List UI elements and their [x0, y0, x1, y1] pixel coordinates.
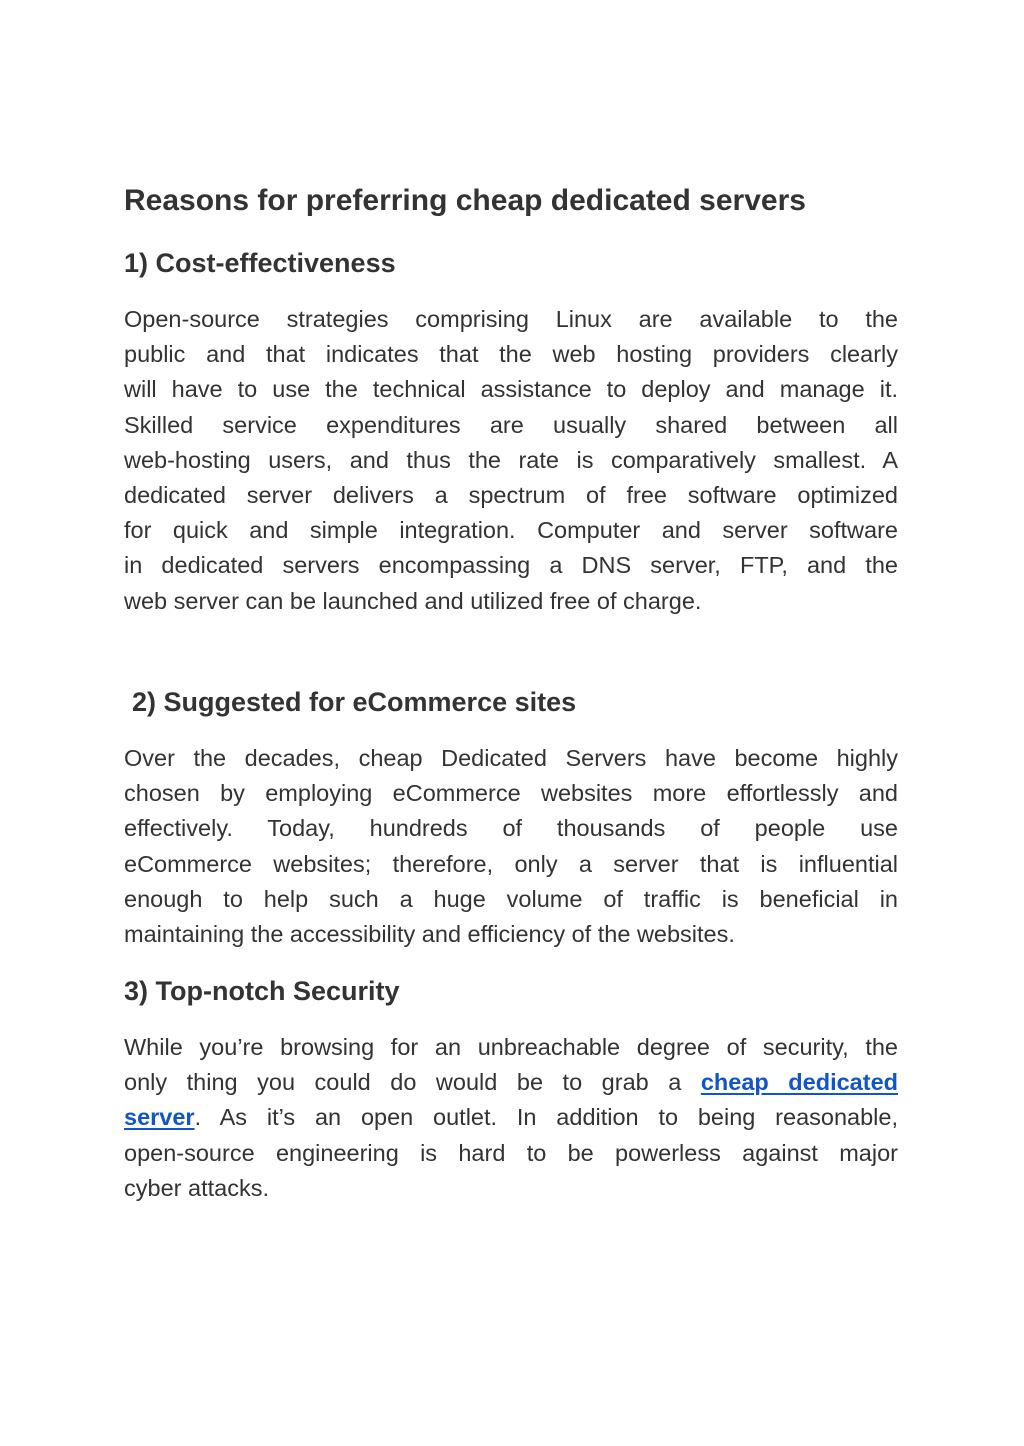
document-title: Reasons for preferring cheap dedicated servers [124, 184, 806, 217]
paragraph-line: maintaining the accessibility and efficiency of the websites. [124, 921, 735, 948]
paragraph-line: Over the decades, cheap Dedicated Servers have become highly [124, 745, 898, 771]
paragraph-line: enough to help such a huge volume of traffic is beneficial in [124, 885, 898, 912]
paragraph-line: for quick and simple integration. Computer and server software [124, 517, 898, 544]
cheap-dedicated-server-link-continued[interactable]: server [124, 1104, 195, 1131]
paragraph-line: open-source engineering is hard to be powerless against major [124, 1139, 898, 1166]
paragraph-text: . As it’s an open outlet. In addition to being reasonable, [194, 1104, 898, 1131]
paragraph-text: only thing you could do would be to grab a [124, 1069, 701, 1096]
paragraph-line: effectively. Today, hundreds of thousands of people use [124, 815, 898, 842]
paragraph-line: Open-source strategies comprising Linux are available to the [124, 306, 898, 332]
section-heading-security: 3) Top-notch Security [124, 976, 400, 1006]
paragraph-line: will have to use the technical assistance to deploy and manage it. [124, 376, 898, 403]
section-paragraph-cost-effectiveness [124, 302, 898, 619]
section-heading-cost-effectiveness: 1) Cost-effectiveness [124, 248, 396, 278]
paragraph-line: eCommerce websites; therefore, only a server that is influential [124, 850, 898, 877]
paragraph-line [124, 1065, 898, 1100]
paragraph-line: web-hosting users, and thus the rate is comparatively smallest. A [124, 446, 898, 473]
cheap-dedicated-server-link[interactable]: cheap dedicated [700, 1069, 898, 1096]
section-heading-ecommerce: 2) Suggested for eCommerce sites [132, 687, 577, 717]
paragraph-line: While you’re browsing for an unbreachable degree of security, the [124, 1034, 898, 1060]
paragraph-line: cyber attacks. [124, 1174, 269, 1201]
section-paragraph-security [124, 1030, 898, 1206]
paragraph-line: Skilled service expenditures are usually shared between all [124, 411, 898, 438]
section-paragraph-ecommerce [124, 741, 898, 952]
paragraph-line [124, 1100, 898, 1135]
paragraph-line: in dedicated servers encompassing a DNS server, FTP, and the [124, 552, 898, 579]
paragraph-line: dedicated server delivers a spectrum of free software optimized [124, 482, 898, 509]
paragraph-line: web server can be launched and utilized free of charge. [124, 587, 702, 614]
paragraph-line: public and that indicates that the web hosting providers clearly [124, 341, 898, 368]
paragraph-line: chosen by employing eCommerce websites more effortlessly and [124, 780, 898, 807]
